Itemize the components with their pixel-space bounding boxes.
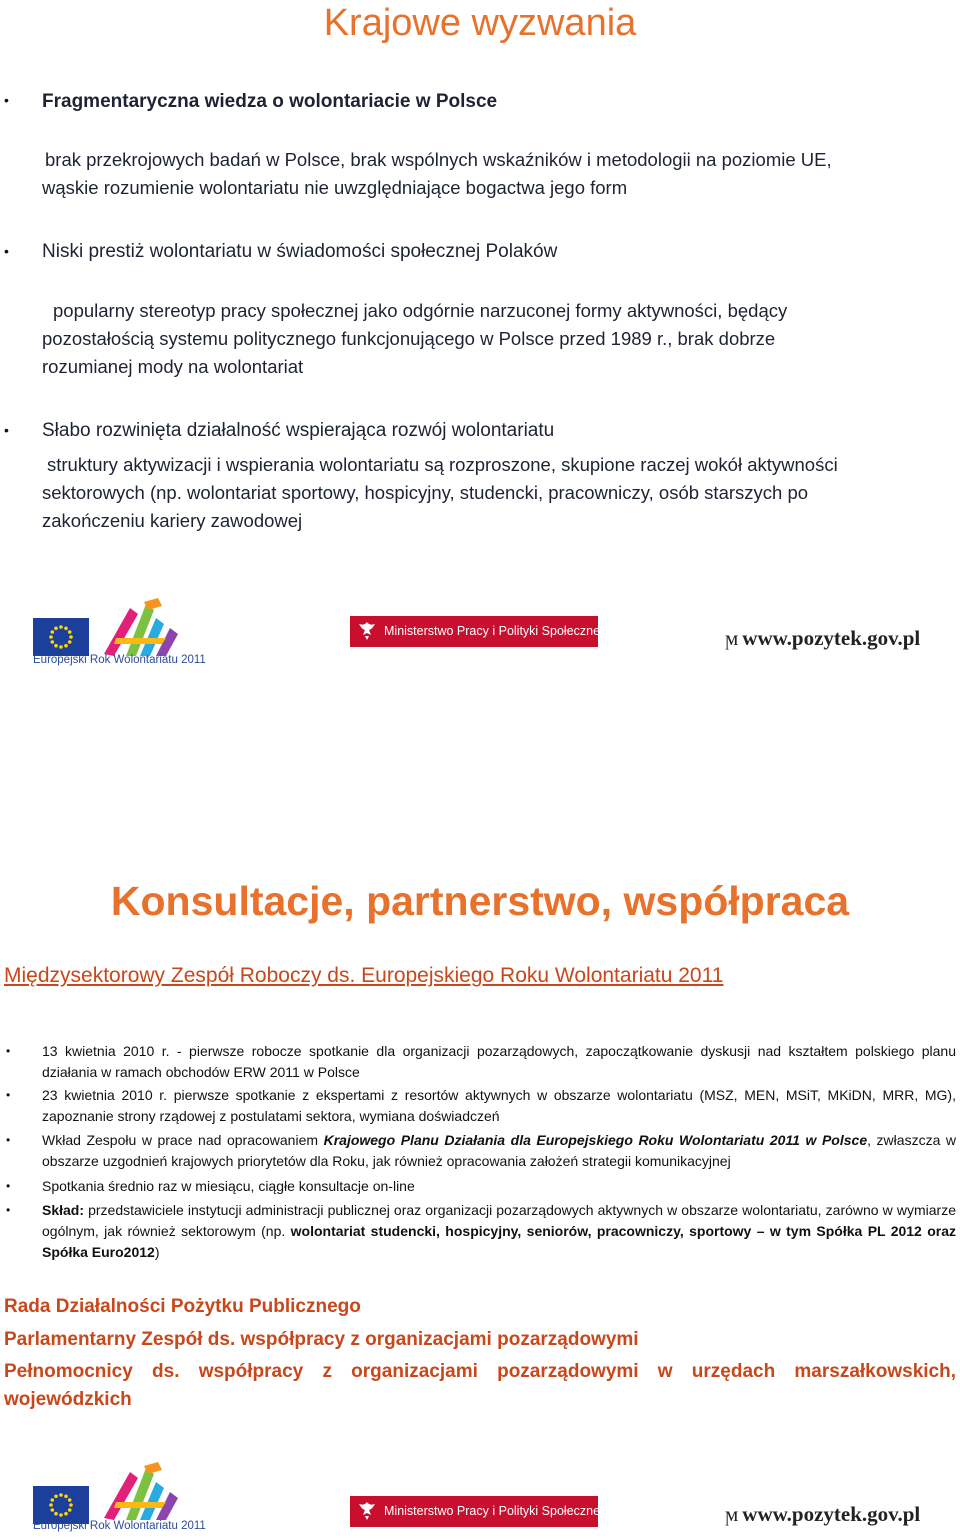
pozytek-icon: ϻ <box>725 1502 739 1526</box>
text-line: struktury aktywizacji i wspierania wolontariatu są rozproszone, skupione raczej wokół aktywności <box>47 454 838 475</box>
bullet-icon: • <box>4 92 9 108</box>
text-line: wąskie rozumienie wolontariatu nie uwzględniające bogactwa jego form <box>42 177 628 198</box>
eu-flag-icon <box>33 1486 89 1524</box>
website-logo <box>725 626 920 651</box>
ery-caption: Europejski Rok Wolontariatu 2011 <box>33 654 206 666</box>
list-item <box>6 1176 956 1197</box>
ministry-logo <box>350 1496 603 1527</box>
list-item <box>6 1130 957 1172</box>
section-heading: Fragmentaryczna wiedza o wolontariacie w Polsce <box>42 91 498 112</box>
website-url: www.pozytek.gov.pl <box>742 1502 921 1526</box>
item-text: , zwłaszcza w obszarze uzgodnień krajowych priorytetów dla Roku, jak również opracowania założeń strategii komunikacyjnej <box>42 1132 957 1169</box>
ministry-name: Ministerstwo Pracy i Polityki Społecznej <box>384 1504 603 1518</box>
ministry-logo <box>350 616 603 647</box>
text-line: pozostałością systemu politycznego funkcjonującego w Polsce przed 1989 r., brak dobrze <box>42 328 776 349</box>
logo-row <box>0 1456 960 1536</box>
ministry-name: Ministerstwo Pracy i Polityki Społecznej <box>384 624 603 638</box>
section-text <box>42 451 838 535</box>
text-line: sektorowych (np. wolontariat sportowy, hospicyjny, studencki, pracowniczy, osób starszych po <box>42 482 809 503</box>
text-line: brak przekrojowych badań w Polsce, brak wspólnych wskaźników i metodologii na poziomie UE, <box>45 149 832 170</box>
bullet-icon: • <box>6 1044 11 1058</box>
bullet-icon: • <box>6 1203 11 1217</box>
item-emphasis: wolontariat studencki, hospicyjny, seniorów, pracowniczy, sportowy – w tym Spółka PL 2012 oraz Spółka Euro2012 <box>42 1223 957 1260</box>
list-item <box>6 1085 956 1127</box>
bullet-icon: • <box>4 422 9 438</box>
page-title: Krajowe wyzwania <box>323 2 637 44</box>
page-title-2: Konsultacje, partnerstwo, współpraca <box>110 878 850 924</box>
pozytek-icon: ϻ <box>725 626 739 650</box>
list-item <box>6 1041 956 1083</box>
item-text: 13 kwietnia 2010 r. - pierwsze robocze spotkanie dla organizacji pozarządowych, zapoczątkowanie dyskusji nad kształtem polskiego planu działania w ramach obchodów ERW 2011 w Polsce <box>42 1043 956 1080</box>
eagle-icon <box>356 620 378 642</box>
ery-caption: Europejski Rok Wolontariatu 2011 <box>33 1520 206 1532</box>
list-item <box>6 1200 957 1263</box>
eagle-icon <box>356 1500 378 1522</box>
bullet-icon: • <box>6 1088 11 1102</box>
item-text: Wkład Zespołu w prace nad opracowaniem <box>42 1132 324 1148</box>
ery-logo-icon <box>96 598 182 658</box>
bullet-icon: • <box>6 1133 11 1147</box>
item-text: 23 kwietnia 2010 r. pierwsze spotkanie z ekspertami z resortów aktywnych w obszarze wolontariatu (MSZ, MEN, MSiT, MKiDN, MRR, MG), zapoznanie strony rządowej z postulatami sektora, wymiana doświadczeń <box>42 1087 956 1124</box>
item-text: przedstawiciele instytucji administracji publicznej oraz organizacji pozarządowych aktywnych w obszarze wolontariatu, zarówno w wymiarze ogólnym, jak również sektorowym (np. <box>42 1202 956 1239</box>
website-logo <box>725 1502 920 1527</box>
item-text: Spotkania średnio raz w miesiącu, ciągłe konsultacje on-line <box>42 1178 415 1194</box>
item-emphasis: Skład: <box>42 1202 85 1218</box>
item-emphasis: Krajowego Planu Działania dla Europejskiego Roku Wolontariatu 2011 w Polsce <box>323 1132 868 1148</box>
section-text <box>42 297 787 381</box>
item-text: ) <box>154 1244 160 1260</box>
text-line: popularny stereotyp pracy społecznej jako odgórnie narzuconej formy aktywności, będący <box>53 300 788 321</box>
org-heading: Pełnomocnicy ds. współpracy z organizacjami pozarządowymi w urzędach marszałkowskich, wojewódzkich <box>4 1361 956 1410</box>
bullet-icon: • <box>6 1179 11 1193</box>
text-line: rozumianej mody na wolontariat <box>42 356 304 377</box>
section-heading: Niski prestiż wolontariatu w świadomości społecznej Polaków <box>42 241 558 262</box>
section-subtitle: Międzysektorowy Zespół Roboczy ds. Europejskiego Roku Wolontariatu 2011 <box>4 964 724 987</box>
logo-row <box>0 596 960 676</box>
eu-flag-icon <box>33 618 89 656</box>
bullet-icon: • <box>4 243 9 259</box>
org-heading: Rada Działalności Pożytku Publicznego <box>4 1296 361 1317</box>
org-heading: Parlamentarny Zespół ds. współpracy z organizacjami pozarządowymi <box>4 1329 639 1350</box>
text-line: zakończeniu kariery zawodowej <box>42 510 303 531</box>
website-url: www.pozytek.gov.pl <box>742 626 921 650</box>
section-heading: Słabo rozwinięta działalność wspierająca rozwój wolontariatu <box>42 420 555 441</box>
ery-logo-icon <box>96 1462 182 1522</box>
section-text <box>42 146 832 202</box>
